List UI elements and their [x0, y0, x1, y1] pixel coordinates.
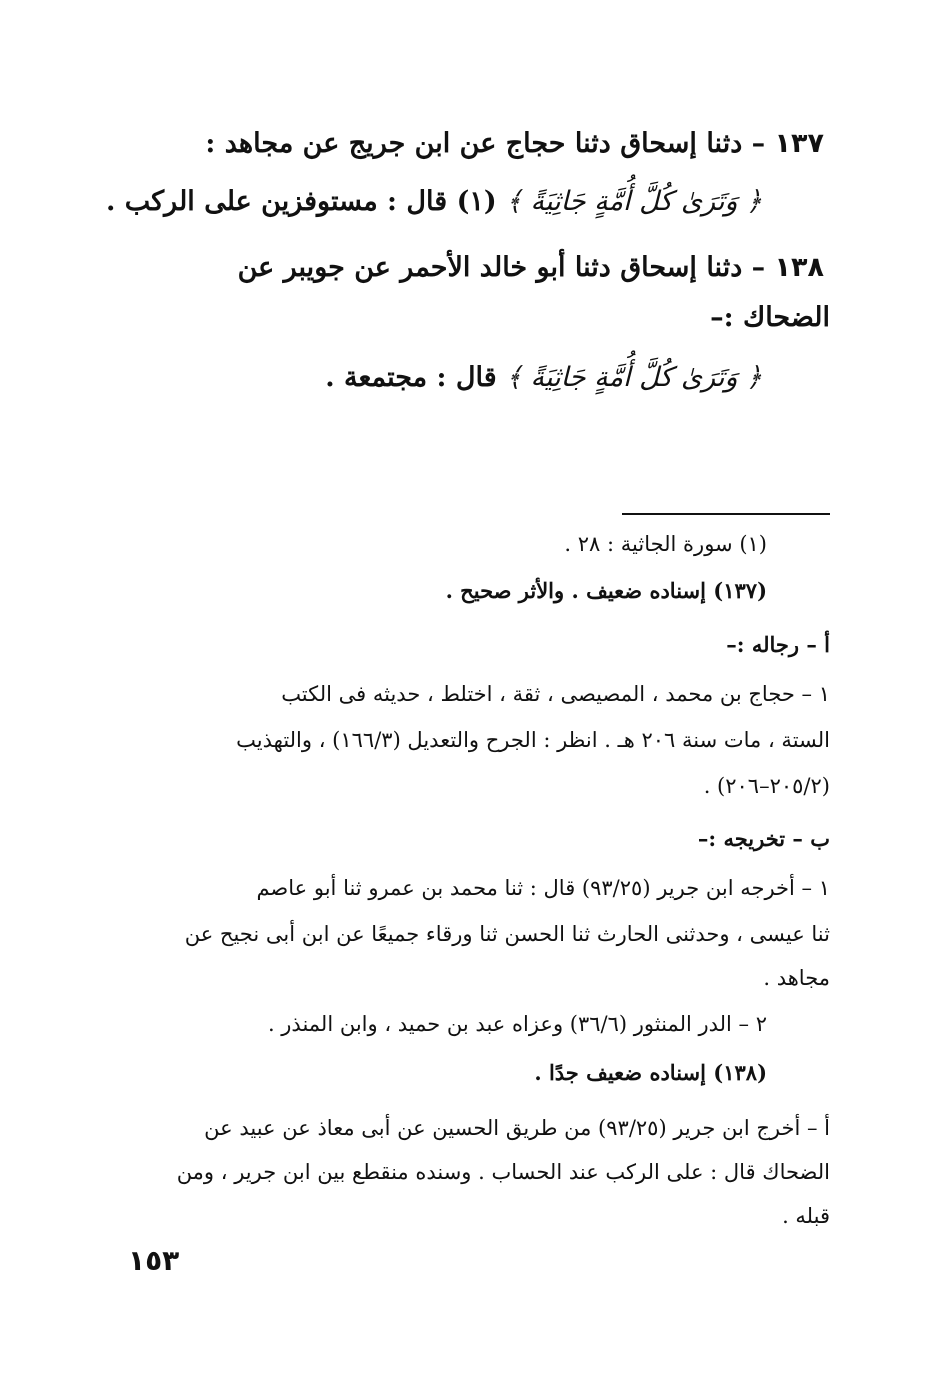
paragraph-line: قبله .	[782, 1204, 830, 1228]
narration-number: ١٣٧	[774, 128, 824, 159]
narration-137-line	[205, 128, 824, 159]
footnote-137-heading: (١٣٧) إسناده ضعيف . والأثر صحيح .	[445, 578, 767, 603]
quran-verse: ﴿ وَتَرَىٰ كُلَّ أُمَّةٍ جَاثِيَةً ﴾	[506, 186, 762, 217]
footnote-separator	[622, 513, 830, 515]
verse-commentary: (١) قال : مستوفزين على الركب .	[106, 186, 497, 217]
paragraph-line: أ – أخرج ابن جرير (٩٣/٢٥) من طريق الحسين عن أبى معاذ عن عبيد عن	[204, 1116, 830, 1140]
narration-text: – دثنا إسحاق دثنا أبو خالد الأحمر عن جويبر عن	[237, 252, 766, 283]
paragraph-line: الستة ، مات سنة ٢٠٦ هـ . انظر : الجرح والتعديل (١٦٦/٣) ، والتهذيب	[236, 728, 830, 752]
section-a-heading: أ – رجاله :–	[726, 632, 830, 657]
section-b-heading: ب – تخريجه :–	[697, 826, 830, 851]
paragraph-line: ١ – حجاج بن محمد ، المصيصى ، ثقة ، اختلط ، حديثه فى الكتب	[281, 682, 830, 706]
paragraph-line: (٢٠٥/٢–٢٠٦) .	[703, 774, 830, 798]
narration-text: الضحاك :–	[710, 302, 830, 333]
paragraph-line: ٢ – الدر المنثور (٣٦/٦) وعزاه عبد بن حميد ، وابن المنذر .	[267, 1012, 767, 1036]
verse-commentary: قال : مجتمعة .	[325, 362, 497, 393]
quran-verse: ﴿ وَتَرَىٰ كُلَّ أُمَّةٍ جَاثِيَةً ﴾	[506, 362, 762, 393]
footnote-1: (١) سورة الجاثية : ٢٨ .	[564, 532, 767, 556]
narration-138-continuation	[710, 302, 830, 333]
verse-line-2	[325, 362, 762, 393]
narration-number: ١٣٨	[774, 252, 824, 283]
paragraph-line: ثنا عيسى ، وحدثنى الحارث ثنا الحسن ثنا ورقاء جميعًا عن ابن أبى نجيح عن	[184, 922, 830, 946]
page-number: ١٥٣	[128, 1244, 180, 1277]
narration-138-line	[238, 252, 824, 283]
paragraph-line: ١ – أخرجه ابن جرير (٩٣/٢٥) قال : ثنا محمد بن عمرو ثنا أبو عاصم	[256, 876, 830, 900]
narration-text: – دثنا إسحاق دثنا حجاج عن ابن جريج عن مجاهد :	[205, 128, 766, 159]
footnote-138-heading: (١٣٨) إسناده ضعيف جدًا .	[534, 1060, 767, 1085]
paragraph-line: مجاهد .	[763, 966, 830, 990]
verse-line-1	[106, 186, 762, 217]
paragraph-line: الضحاك قال : على الركب عند الحساب . وسنده منقطع بين ابن جرير ، ومن	[176, 1160, 830, 1184]
